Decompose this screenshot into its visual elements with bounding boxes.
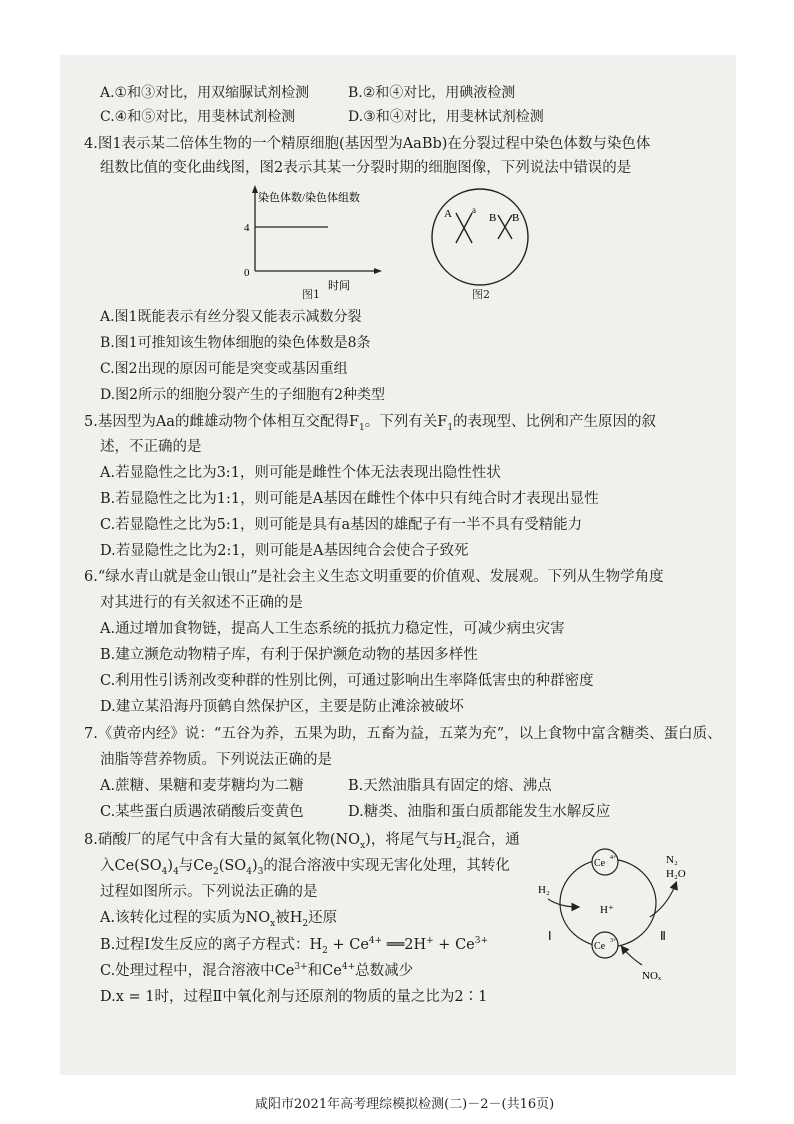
- ce4-charge: 4+: [610, 855, 617, 861]
- option-c: C.④和⑤对比，用斐林试剂检测: [100, 109, 296, 125]
- option-a: A.①和③对比，用双缩脲试剂检测: [100, 85, 310, 101]
- subscript: 4: [161, 866, 168, 877]
- q4-figure1-graph: [220, 183, 390, 301]
- fig2-caption: 图2: [472, 288, 490, 301]
- fig2-gene-label: B: [489, 212, 497, 224]
- q8-option-a: [100, 908, 337, 928]
- superscript: 3+: [474, 936, 489, 947]
- subscript: 1: [359, 422, 365, 433]
- nox-arrow: [622, 947, 642, 965]
- subscript: 4: [173, 866, 179, 877]
- subscript: 2: [455, 840, 462, 851]
- q7-option-b: B.天然油脂具有固定的熔、沸点: [348, 778, 552, 794]
- exam-page: [60, 55, 736, 1112]
- q6-option-b: B.建立濒危动物精子库，有利于保护濒危动物的基因多样性: [100, 647, 478, 663]
- fig1-xlabel: 时间: [328, 280, 350, 292]
- q8-option-b: [100, 935, 488, 955]
- q8-option-d: D.x = 1时，过程Ⅱ中氧化剂与还原剂的物质的量之比为2∶1: [100, 989, 488, 1005]
- h2o-label: H₂O: [666, 868, 686, 880]
- option-b: B.②和④对比，用碘液检测: [348, 85, 516, 101]
- fig2-gene-label: B: [512, 212, 520, 224]
- q5-option-d: D.若显隐性之比为2:1，则可能是A基因纯合会使合子致死: [100, 543, 469, 559]
- q8-c-part: 总数减少: [355, 963, 414, 979]
- fig1-caption: 图1: [302, 288, 320, 301]
- h2-label: H₂: [538, 884, 550, 896]
- q5-stem-line2: 述，不正确的是: [100, 439, 202, 455]
- q8-cycle-diagram: [530, 845, 700, 985]
- fig1-origin: 0: [244, 267, 250, 279]
- q8-a-part: 还原: [308, 910, 338, 926]
- q8-stem-part: 入Ce(SO: [100, 858, 162, 874]
- option-d: D.③和④对比，用斐林试剂检测: [348, 109, 544, 125]
- fig2-gene-label: a: [472, 205, 476, 215]
- q5-stem-part: 的表现型、比例和产生原因的叙: [453, 414, 657, 430]
- q4-figure2-cell: [428, 185, 532, 289]
- process1-label: Ⅰ: [548, 929, 552, 943]
- subscript: 4: [246, 866, 252, 877]
- q8-b-part: + Ce: [327, 937, 369, 953]
- q8-stem-part: 与Ce: [178, 858, 213, 874]
- process2-label: Ⅱ: [660, 929, 666, 943]
- subscript: 1: [447, 422, 454, 433]
- fig1-ytick: 4: [244, 222, 250, 234]
- subscript: x: [360, 840, 366, 851]
- superscript: +: [426, 936, 434, 947]
- superscript: 4+: [368, 936, 383, 947]
- n2-label: N₂: [666, 854, 678, 866]
- q7-option-a: A.蔗糖、果糖和麦芽糖均为二糖: [100, 778, 304, 794]
- fig1-x-arrow: [374, 268, 382, 274]
- q8-b-part: B.过程Ⅰ发生反应的离子方程式：H: [100, 937, 323, 953]
- h-plus-label: H⁺: [600, 904, 614, 916]
- q5-option-c: C.若显隐性之比为5:1，则可能是具有a基因的雄配子有一半不具有受精能力: [100, 517, 583, 533]
- q5-stem-part: 5.基因型为Aa的雌雄动物个体相互交配得F: [84, 414, 360, 430]
- q8-c-part: C.处理过程中，混合溶液中Ce: [100, 963, 295, 979]
- ce4-label: Ce: [594, 858, 606, 869]
- superscript: 3+: [294, 962, 308, 973]
- superscript: 4+: [341, 962, 356, 973]
- nox-label: NOₓ: [642, 970, 662, 982]
- q8-stem-part: 的混合溶液中实现无害化处理，其转化: [263, 858, 510, 874]
- subscript: x: [270, 918, 276, 929]
- q8-a-part: A.该转化过程的实质为NO: [100, 910, 271, 926]
- subscript: 3: [257, 866, 264, 877]
- q4-stem-line2: 组数比值的变化曲线图，图2表示其某一分裂时期的细胞图像，下列说法中错误的是: [100, 160, 632, 176]
- subscript: 2: [322, 945, 328, 956]
- q6-stem-line1: 6.“绿水青山就是金山银山”是社会主义生态文明重要的价值观、发展观。下列从生物学角度: [84, 569, 664, 585]
- ce3-charge: 3+: [610, 938, 617, 944]
- q5-option-a: A.若显隐性之比为3:1，则可能是雌性个体无法表现出隐性性状: [100, 465, 501, 481]
- q4-option-b: B.图1可推知该生物体细胞的染色体数是8条: [100, 335, 371, 351]
- q4-option-d: D.图2所示的细胞分裂产生的子细胞有2种类型: [100, 387, 385, 403]
- q8-stem-part: 8.硝酸厂的尾气中含有大量的氮氧化物(NO: [84, 832, 361, 848]
- q8-stem-line1: [84, 830, 520, 850]
- fig2-cell-membrane: [432, 189, 528, 285]
- q7-stem-line1: 7.《黄帝内经》说：“五谷为养，五果为助，五畜为益，五菜为充”，以上食物中富含糖类、蛋白质、: [84, 726, 722, 742]
- q6-option-d: D.建立某沿海丹顶鹤自然保护区，主要是防止滩涂被破坏: [100, 699, 464, 715]
- fig1-ylabel: 染色体数/染色体组数: [258, 192, 361, 204]
- q8-c-part: 和Ce: [307, 963, 342, 979]
- q8-a-part: 被H: [275, 910, 303, 926]
- q6-option-c: C.利用性引诱剂改变种群的性别比例，可通过影响出生率降低害虫的种群密度: [100, 673, 594, 689]
- ce3-label: Ce: [594, 941, 606, 952]
- q8-stem-part: 混合，通: [461, 832, 520, 848]
- h2-arrow: [548, 899, 578, 907]
- q8-stem-line3: 过程如图所示。下列说法正确的是: [100, 884, 318, 900]
- q5-stem-line1: [84, 412, 656, 432]
- q5-stem-part: 。下列有关F: [364, 414, 448, 430]
- q4-option-c: C.图2出现的原因可能是突变或基因重组: [100, 361, 348, 377]
- q7-option-c: C.某些蛋白质遇浓硝酸后变黄色: [100, 804, 304, 820]
- q4-option-a: A.图1既能表示有丝分裂又能表示减数分裂: [100, 309, 362, 325]
- subscript: 2: [212, 866, 219, 877]
- q8-stem-line2: [100, 856, 510, 876]
- q8-stem-part: (SO: [218, 858, 247, 874]
- q8-stem-part: ): [251, 858, 258, 874]
- q7-option-d: D.糖类、油脂和蛋白质都能发生水解反应: [348, 804, 611, 820]
- q6-option-a: A.通过增加食物链，提高人工生态系统的抵抗力稳定性，可减少病虫灾害: [100, 621, 565, 637]
- q8-b-part: ══2H: [382, 937, 427, 953]
- page-footer: 咸阳市2021年高考理综模拟检测(二)－2－(共16页): [255, 1097, 555, 1112]
- q4-stem-line1: 4.图1表示某二倍体生物的一个精原细胞(基因型为AaBb)在分裂过程中染色体数与染色体: [84, 136, 651, 152]
- fig2-gene-label: A: [444, 208, 452, 220]
- subscript: 2: [302, 918, 309, 929]
- q8-b-part: + Ce: [433, 937, 475, 953]
- q5-option-b: B.若显隐性之比为1:1，则可能是A基因在雌性个体中只有纯合时才表现出显性: [100, 491, 599, 507]
- q8-stem-part: ): [167, 858, 174, 874]
- q6-stem-line2: 对其进行的有关叙述不正确的是: [100, 595, 303, 611]
- q7-stem-line2: 油脂等营养物质。下列说法正确的是: [100, 752, 332, 768]
- q8-stem-part: )，将尾气与H: [365, 832, 456, 848]
- q8-option-c: [100, 961, 413, 981]
